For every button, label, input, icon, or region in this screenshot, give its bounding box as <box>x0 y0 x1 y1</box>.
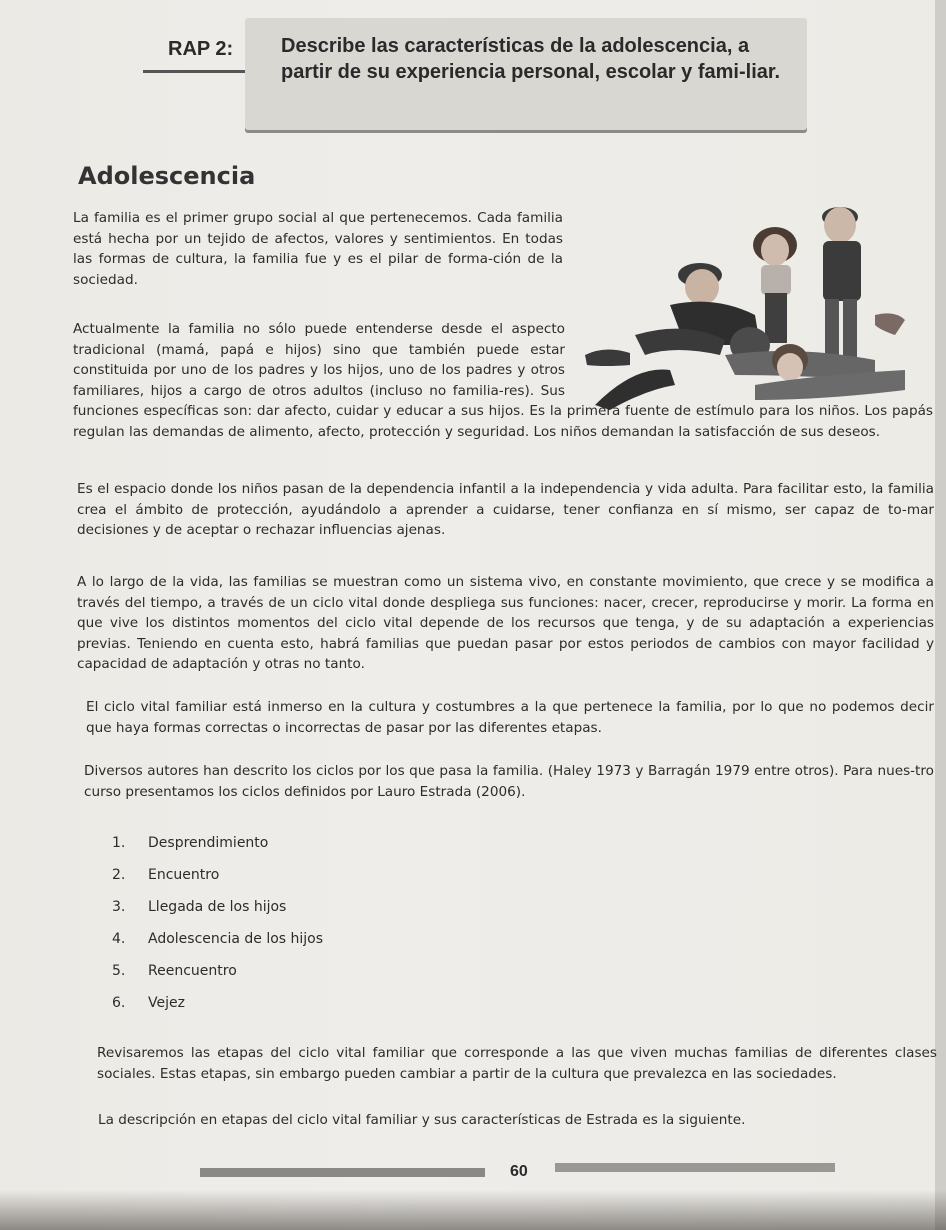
list-item-number: 1. <box>112 835 126 851</box>
list-item <box>112 928 512 960</box>
list-item <box>112 832 512 864</box>
paragraph-family-intro: La familia es el primer grupo social al que pertenecemos. Cada familia está hecha por un tejido de afectos, valores y sentimientos. En todas las formas de cultura, la familia fue y es el pilar de forma-ción de la sociedad. <box>73 210 563 288</box>
list-item-number: 3. <box>112 899 126 915</box>
list-item <box>112 864 512 896</box>
list-item-label: Encuentro <box>148 867 220 883</box>
list-item-number: 5. <box>112 963 126 979</box>
list-item-label: Desprendimiento <box>148 835 269 851</box>
rap-label: RAP 2: <box>168 38 234 60</box>
list-item <box>112 992 512 1024</box>
paragraph-living-system: A lo largo de la vida, las familias se muestran como un sistema vivo, en constante movimiento, que crece y se modifica a través del tiempo, a través de un ciclo vital donde despliega sus funciones: nacer, crecer, reproducirse y morir. La forma en que vive los distintos momentos del ciclo vital depende de los recursos que tenga, y de su adaptación a experiencias previas. Teniendo en cuenta esto, habrá familias que puedan pasar por estos periodos de cambios con mayor facilidad y capacidad de adaptación y otras no tanto. <box>77 574 934 672</box>
list-item <box>112 896 512 928</box>
rap-underline <box>143 70 253 73</box>
list-item-label: Vejez <box>148 995 185 1011</box>
list-item <box>112 960 512 992</box>
rap-question: Describe las características de la adolescencia, a partir de su experiencia personal, escolar y fami-liar. <box>281 35 781 83</box>
footer-rule-right <box>555 1163 835 1172</box>
paragraph-culture: El ciclo vital familiar está inmerso en la cultura y costumbres a la que pertenece la familia, por lo que no podemos decir que haya formas correctas o incorrectas de pasar por las diferentes etapas. <box>86 699 934 736</box>
paragraph-independence: Es el espacio donde los niños pasan de la dependencia infantil a la independencia y vida adulta. Para facilitar esto, la familia crea el ámbito de protección, ayudándolo a aprender a cuidarse, tener confianza en sí mismo, ser capaz de to-mar decisiones y de aceptar o rechazar influencias ajenas. <box>77 481 934 538</box>
list-item-label: Reencuentro <box>148 963 237 979</box>
paragraph-estrada-description: La descripción en etapas del ciclo vital familiar y sus características de Estrada es la siguiente. <box>98 1112 746 1128</box>
page-number: 60 <box>510 1163 528 1180</box>
list-item-label: Adolescencia de los hijos <box>148 931 324 947</box>
bottom-shadow <box>0 1190 946 1230</box>
list-item-label: Llegada de los hijos <box>148 899 287 915</box>
footer-rule-left <box>200 1168 485 1177</box>
paragraph-family-types-text: Actualmente la familia no sólo puede entenderse desde el aspecto tradicional (mamá, papá e hijos) sino que también puede estar constituida por uno de los padres y los hijos, uno de los padres y otros familiares, hijos a cargo de otros adultos (incluso no familia-res). Sus funciones específicas son: dar afecto, cuidar y educar a sus hijos. Es la primera fuente de estímulo para los niños. Los papás regulan las demandas de alimento, afecto, protección y seguridad. Los niños demandan la satisfacción de sus deseos. <box>73 321 933 440</box>
list-item-number: 6. <box>112 995 126 1011</box>
paragraph-authors: Diversos autores han descrito los ciclos por los que pasa la familia. (Haley 1973 y Barragán 1979 entre otros). Para nues-tro curso presentamos los ciclos definidos por Lauro Estrada (2006). <box>84 763 934 800</box>
family-illustration-icon <box>575 195 920 420</box>
section-title: Adolescencia <box>78 162 256 190</box>
life-cycle-list <box>112 832 512 1024</box>
list-item-number: 4. <box>112 931 126 947</box>
paragraph-review-stages: Revisaremos las etapas del ciclo vital familiar que corresponde a las que viven muchas familias de diferentes clases sociales. Estas etapas, sin embargo pueden cambiar a partir de la cultura que prevalezca en las sociedades. <box>97 1045 937 1082</box>
list-item-number: 2. <box>112 867 126 883</box>
